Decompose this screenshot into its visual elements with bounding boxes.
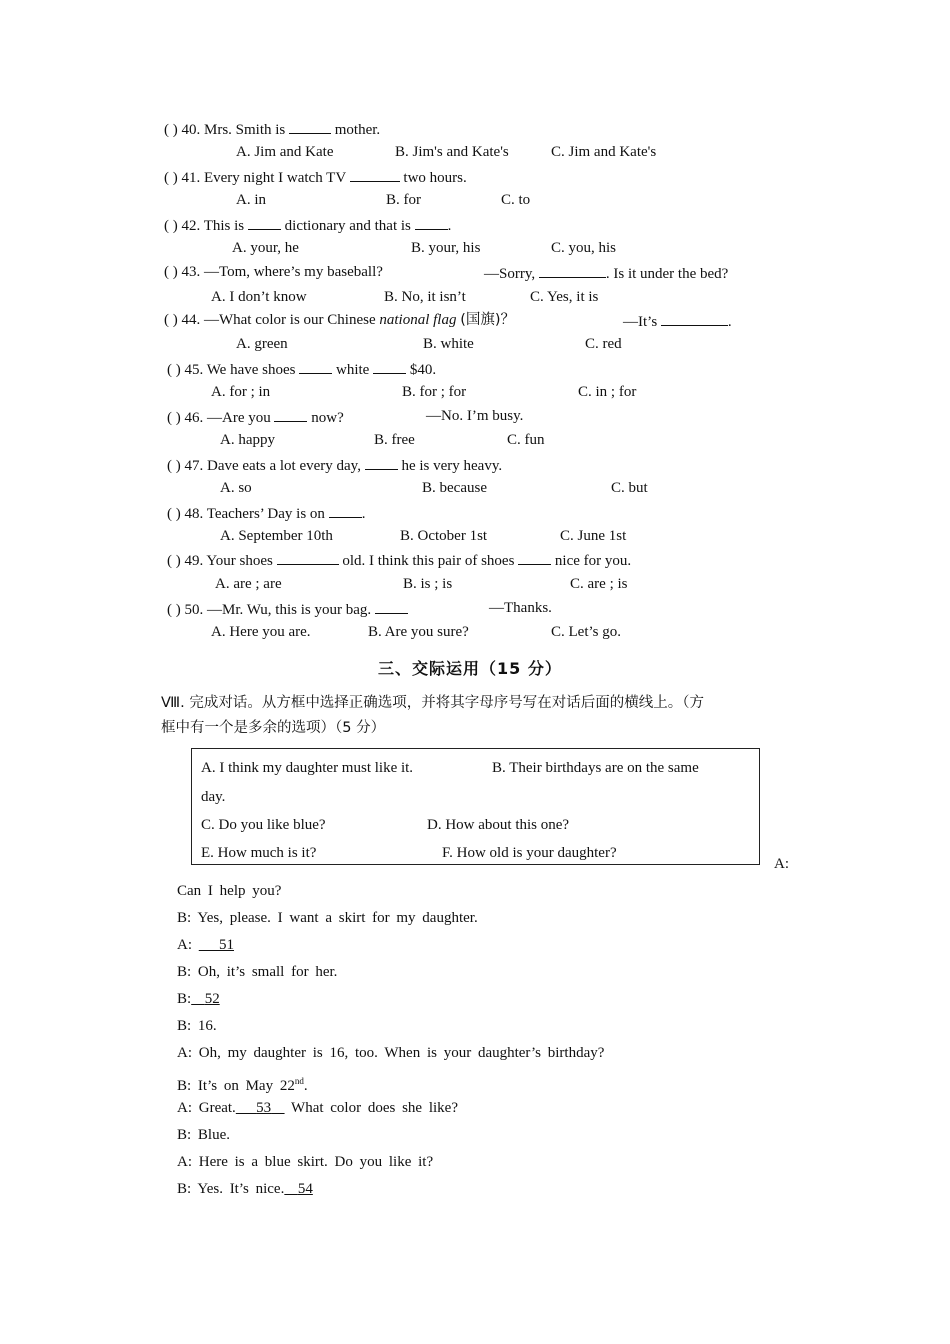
dialogue-line: A: Here is a blue skirt. Do you like it?	[177, 1154, 434, 1170]
box-option-e: E. How much is it?	[201, 845, 317, 861]
option-b: B. your, his	[411, 240, 481, 256]
question-40	[164, 119, 380, 139]
line-text: What color does she like?	[284, 1100, 458, 1116]
question-49	[167, 550, 631, 570]
option-a: A. your, he	[232, 240, 299, 256]
option-c: C. June 1st	[560, 528, 627, 544]
option-c: C. fun	[507, 432, 545, 448]
question-44	[164, 311, 515, 329]
answer-blank[interactable]	[350, 167, 400, 182]
option-a: A. Jim and Kate	[236, 144, 334, 160]
line-end: .	[303, 1078, 308, 1094]
question-50	[167, 599, 408, 619]
option-c: C. but	[611, 480, 648, 496]
question-stem: ( ) 50. —Mr. Wu, this is your bag.	[167, 602, 372, 618]
reply-tail: . Is it under the bed?	[605, 266, 729, 282]
box-option-b: B. Their birthdays are on the same	[492, 760, 699, 776]
blank-53[interactable]	[236, 1100, 285, 1116]
answer-blank[interactable]	[375, 599, 408, 614]
question-50-reply: —Thanks.	[489, 600, 552, 616]
blank-54[interactable]	[284, 1181, 313, 1197]
dialogue-line: B: Oh, it’s small for her.	[177, 964, 338, 980]
question-stem: ( ) 47. Dave eats a lot every day,	[167, 458, 361, 474]
option-c: C. are ; is	[570, 576, 628, 592]
question-46-reply: —No. I’m busy.	[426, 408, 524, 424]
question-stem: ( ) 44. —What color is our Chinese	[164, 312, 376, 328]
box-option-b-cont: day.	[201, 789, 226, 805]
option-a: A. green	[236, 336, 288, 352]
question-stem-tail: now?	[307, 410, 344, 426]
option-c: C. Jim and Kate's	[551, 144, 657, 160]
question-stem-tail: he is very heavy.	[397, 458, 503, 474]
line-text: B: It’s on May 22	[177, 1078, 295, 1094]
question-stem: ( ) 49. Your shoes	[167, 553, 273, 569]
reply-tail: .	[727, 314, 732, 330]
answer-blank[interactable]	[365, 455, 398, 470]
option-a: A. for ; in	[211, 384, 271, 400]
section-instruction: Ⅷ. 完成对话。从方框中选择正确选项，并将其字母序号写在对话后面的横线上。（方	[161, 695, 705, 711]
option-b: B. Jim's and Kate's	[395, 144, 509, 160]
chinese-gloss: (国旗)？	[460, 312, 516, 328]
line-text: A: Great.	[177, 1100, 236, 1116]
option-a: A. Here you are.	[211, 624, 311, 640]
box-option-a: A. I think my daughter must like it.	[201, 760, 414, 776]
option-b: B. Are you sure?	[368, 624, 469, 640]
section-title: 三、交际运用（15 分）	[378, 659, 562, 678]
question-stem-mid: white	[332, 362, 374, 378]
section-instruction-cont: 框中有一个是多余的选项）（5 分）	[161, 720, 386, 736]
blank-52[interactable]	[191, 991, 220, 1007]
reply-text: —It’s	[623, 314, 658, 330]
answer-blank[interactable]	[289, 119, 331, 134]
question-stem: ( ) 45. We have shoes	[167, 362, 296, 378]
option-c: C. you, his	[551, 240, 617, 256]
dialogue-line	[177, 1072, 308, 1095]
answer-blank[interactable]	[539, 263, 606, 278]
option-c: C. Let’s go.	[551, 624, 621, 640]
question-stem-mid: dictionary and that is	[280, 218, 415, 234]
option-a: A. so	[220, 480, 252, 496]
blank-number: 53	[256, 1100, 272, 1116]
question-46	[167, 407, 344, 427]
dialogue-line	[177, 1099, 458, 1117]
speaker: B:	[177, 991, 192, 1007]
question-41	[164, 167, 467, 187]
blank-number: 51	[219, 937, 234, 953]
box-option-f: F. How old is your daughter?	[442, 845, 617, 861]
answer-blank[interactable]	[277, 550, 339, 565]
box-option-d: D. How about this one?	[427, 817, 570, 833]
option-a: A. are ; are	[215, 576, 282, 592]
blank-number: 52	[204, 991, 220, 1007]
option-b: B. white	[423, 336, 474, 352]
option-a: A. happy	[220, 432, 275, 448]
answer-blank[interactable]	[299, 359, 332, 374]
dialogue-line	[177, 1180, 313, 1198]
dialogue-line: A: Oh, my daughter is 16, too. When is your daughter’s birthday?	[177, 1045, 605, 1061]
option-b: B. free	[374, 432, 415, 448]
option-a: A. in	[236, 192, 266, 208]
dialogue-line: B: Blue.	[177, 1127, 231, 1143]
question-48	[167, 503, 365, 523]
answer-blank[interactable]	[373, 359, 406, 374]
option-b: B. is ; is	[403, 576, 453, 592]
question-stem-tail: nice for you.	[551, 553, 632, 569]
option-b: B. October 1st	[400, 528, 488, 544]
question-47	[167, 455, 502, 475]
option-b: B. No, it isn’t	[384, 289, 466, 305]
line-text: B: Yes. It’s nice.	[177, 1181, 285, 1197]
question-43-reply	[484, 263, 728, 283]
question-stem: ( ) 42. This is	[164, 218, 245, 234]
answer-blank[interactable]	[329, 503, 362, 518]
dialogue-line: B: Yes, please. I want a skirt for my daughter.	[177, 910, 478, 926]
question-stem-tail: two hours.	[399, 170, 467, 186]
question-stem-tail: mother.	[331, 122, 381, 138]
dialogue-speaker-a: A:	[774, 856, 789, 872]
option-c: C. to	[501, 192, 531, 208]
option-b: B. for ; for	[402, 384, 467, 400]
question-stem: ( ) 48. Teachers’ Day is on	[167, 506, 325, 522]
dialogue-line: Can I help you?	[177, 883, 282, 899]
option-b: B. for	[386, 192, 421, 208]
option-c: C. red	[585, 336, 622, 352]
answer-blank[interactable]	[415, 215, 448, 230]
question-stem: ( ) 40. Mrs. Smith is	[164, 122, 286, 138]
answer-blank[interactable]	[661, 311, 728, 326]
box-option-c: C. Do you like blue?	[201, 817, 326, 833]
answer-blank[interactable]	[248, 215, 281, 230]
question-stem-tail: $40.	[406, 362, 437, 378]
answer-blank[interactable]	[518, 550, 551, 565]
blank-number: 54	[297, 1181, 313, 1197]
option-c: C. Yes, it is	[530, 289, 599, 305]
speaker: A:	[177, 937, 199, 953]
blank-51[interactable]	[199, 937, 234, 953]
italic-term: national flag	[379, 312, 457, 328]
option-c: C. in ; for	[578, 384, 637, 400]
question-43: ( ) 43. —Tom, where’s my baseball?	[164, 264, 383, 280]
dialogue-line: B: 16.	[177, 1018, 217, 1034]
question-stem-mid: old. I think this pair of shoes	[338, 553, 519, 569]
option-a: A. I don’t know	[211, 289, 307, 305]
option-b: B. because	[422, 480, 487, 496]
question-45	[167, 359, 436, 379]
question-stem: ( ) 41. Every night I watch TV	[164, 170, 346, 186]
question-stem: ( ) 46. —Are you	[167, 410, 271, 426]
ordinal-suffix: nd	[294, 1076, 304, 1086]
dialogue-line	[177, 936, 234, 954]
reply-text: —Sorry,	[484, 266, 536, 282]
question-stem-tail: .	[447, 218, 452, 234]
dialogue-line	[177, 990, 220, 1008]
question-stem-tail: .	[361, 506, 366, 522]
answer-blank[interactable]	[274, 407, 307, 422]
option-a: A. September 10th	[220, 528, 333, 544]
question-44-reply	[623, 311, 732, 331]
question-42	[164, 215, 451, 235]
